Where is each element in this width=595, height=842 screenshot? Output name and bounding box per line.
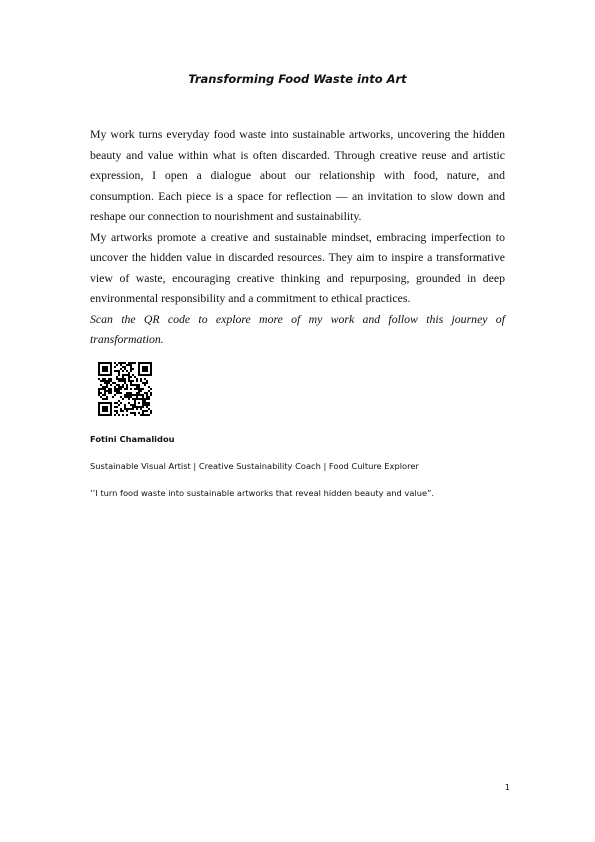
body-text [90,124,505,350]
paragraph-1: My work turns everyday food waste into sustainable artworks, uncovering the hidden beauty and value within what is often discarded. Through creative reuse and artistic expression, I open a dialogue about our relationship with food, nature, and consumption. Each piece is a space for reflection — an invitation to slow down and reshape our connection to nourishment and sustainability. [90,127,505,223]
qr-code-icon[interactable] [98,362,152,416]
page-number: 1 [504,782,510,792]
document-title: Transforming Food Waste into Art [188,72,407,86]
call-to-action-text: Scan the QR code to explore more of my work and follow this journey of transformation. [90,311,505,346]
qr-code-graphic [98,362,152,416]
author-name: Fotini Chamalidou [90,434,175,444]
author-quote: ’’I turn food waste into sustainable artworks that reveal hidden beauty and value”. [90,488,435,498]
author-roles: Sustainable Visual Artist | Creative Sustainability Coach | Food Culture Explorer [90,461,419,471]
paragraph-2: My artworks promote a creative and sustainable mindset, embracing imperfection to uncover the hidden value in discarded resources. They aim to inspire a transformative view of waste, encouraging creative thinking and repurposing, grounded in deep environmental responsibility and a commitment to ethical practices. [90,229,505,305]
